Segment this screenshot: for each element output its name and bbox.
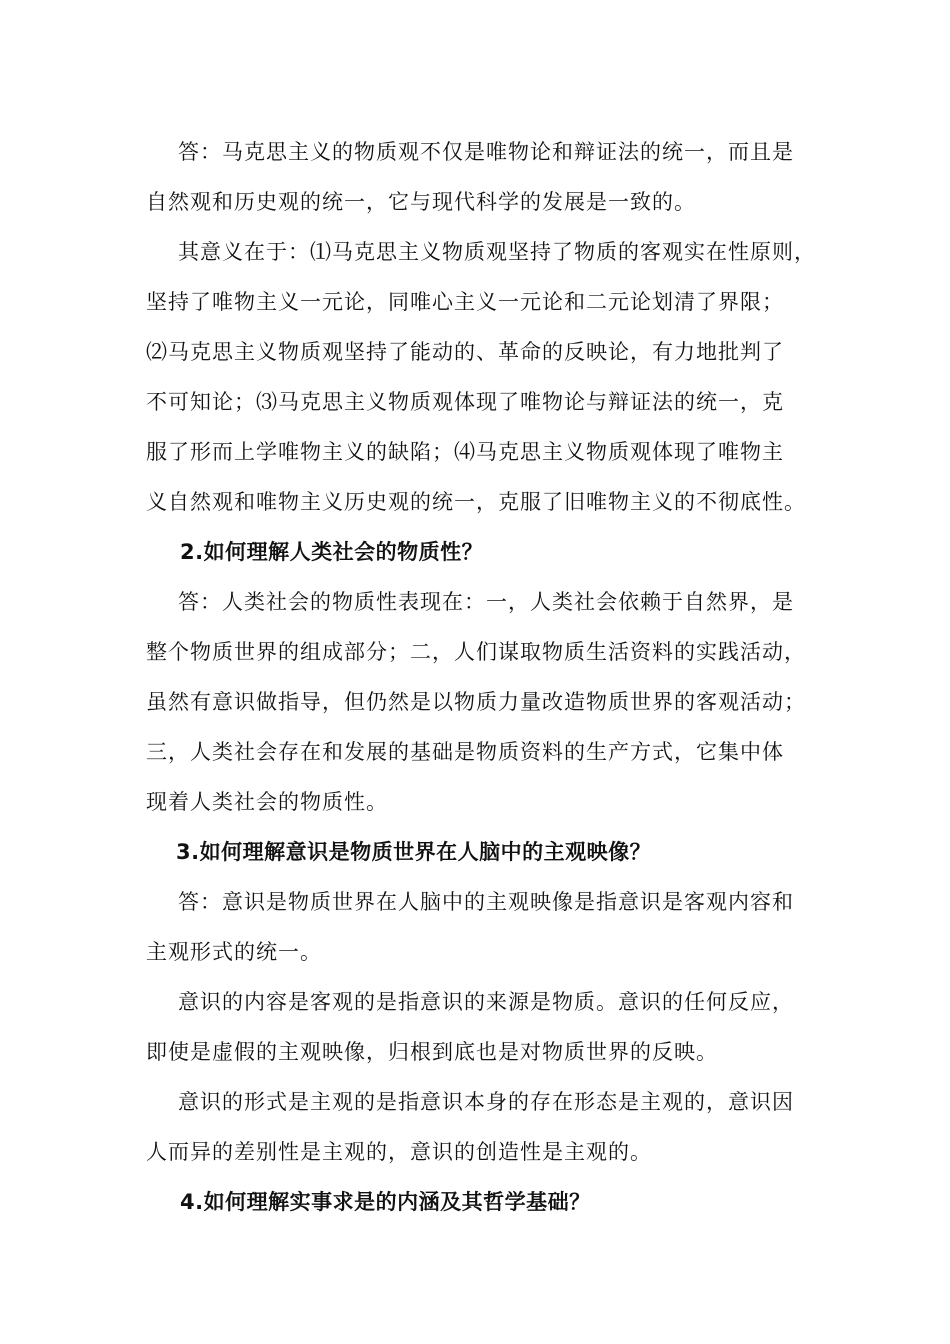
significance-line-1: 其意义在于：⑴马克思主义物质观坚持了物质的客观实在性原则， [178, 240, 816, 264]
form-paragraph-line-2: 人而异的差别性是主观的，意识的创造性是主观的。 [146, 1140, 652, 1164]
answer-3-line-2: 主观形式的统一。 [146, 940, 322, 964]
significance-line-6: 义自然观和唯物主义历史观的统一，克服了旧唯物主义的不彻底性。 [146, 490, 806, 514]
question-3-heading: 3.如何理解意识是物质世界在人脑中的主观映像？ [176, 840, 652, 864]
answer-3-line-1: 答：意识是物质世界在人脑中的主观映像是指意识是客观内容和 [178, 890, 794, 914]
significance-line-2: 坚持了唯物主义一元论，同唯心主义一元论和二元论划清了界限； [146, 290, 784, 314]
question-2-heading: 2.如何理解人类社会的物质性？ [180, 540, 484, 564]
answer-2-line-2: 整个物质世界的组成部分；二，人们谋取物质生活资料的实践活动， [146, 640, 806, 664]
answer-2-line-1: 答：人类社会的物质性表现在：一，人类社会依赖于自然界，是 [178, 590, 794, 614]
question-4-heading: 4.如何理解实事求是的内涵及其哲学基础？ [180, 1190, 591, 1214]
content-paragraph-line-1: 意识的内容是客观的是指意识的来源是物质。意识的任何反应， [178, 990, 794, 1014]
answer-2-line-4: 三，人类社会存在和发展的基础是物质资料的生产方式，它集中体 [146, 740, 784, 764]
answer-1-line-1: 答：马克思主义的物质观不仅是唯物论和辩证法的统一，而且是 [178, 140, 794, 164]
answer-2-line-3: 虽然有意识做指导，但仍然是以物质力量改造物质世界的客观活动； [146, 690, 806, 714]
form-paragraph-line-1: 意识的形式是主观的是指意识本身的存在形态是主观的，意识因 [178, 1090, 794, 1114]
significance-line-4: 不可知论；⑶马克思主义物质观体现了唯物论与辩证法的统一，克 [146, 390, 784, 414]
answer-1-line-2: 自然观和历史观的统一，它与现代科学的发展是一致的。 [146, 190, 696, 214]
answer-2-line-5: 现着人类社会的物质性。 [146, 790, 388, 814]
significance-line-3: ⑵马克思主义物质观坚持了能动的、革命的反映论，有力地批判了 [146, 340, 784, 364]
content-paragraph-line-2: 即使是虚假的主观映像，归根到底也是对物质世界的反映。 [146, 1040, 718, 1064]
significance-line-5: 服了形而上学唯物主义的缺陷；⑷马克思主义物质观体现了唯物主 [146, 440, 784, 464]
